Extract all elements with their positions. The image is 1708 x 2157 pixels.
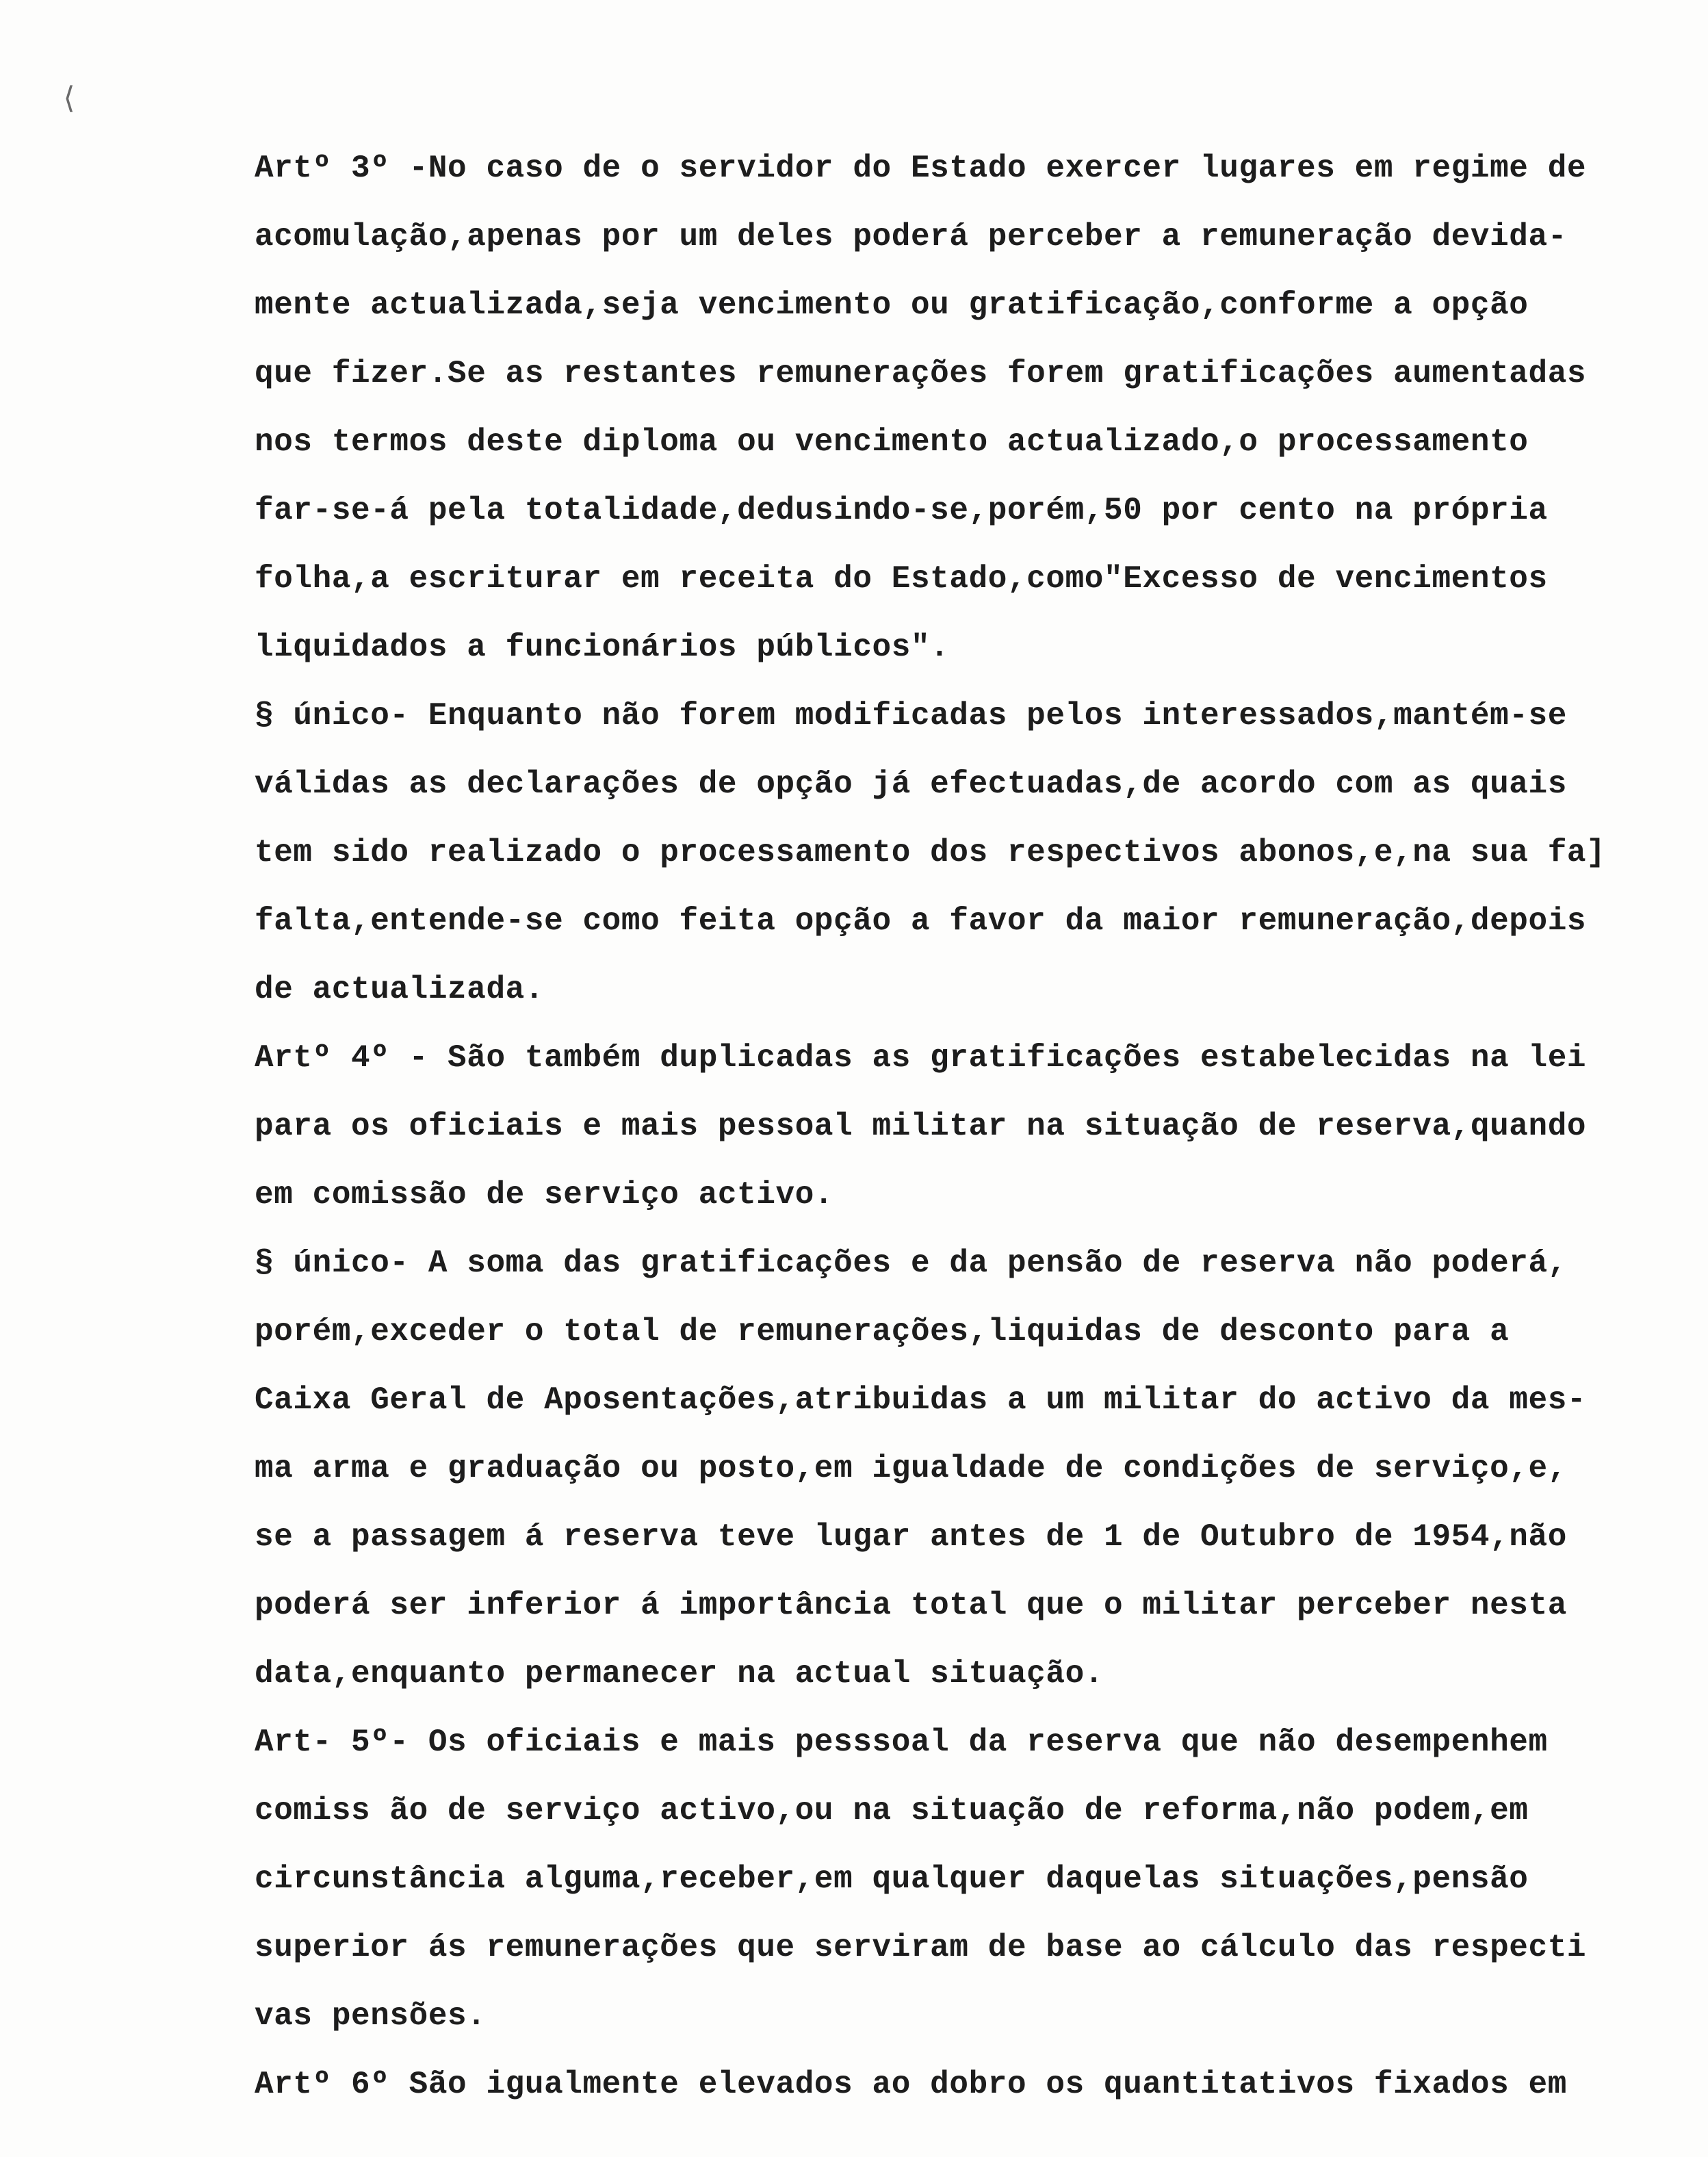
text-line: acomulação,apenas por um deles poderá perceber a remuneração devida- <box>255 219 1567 255</box>
text-line: far-se-á pela totalidade,dedusindo-se,porém,50 por cento na própria <box>255 493 1548 528</box>
text-line: porém,exceder o total de remunerações,liquidas de desconto para a <box>255 1314 1510 1349</box>
text-line: para os oficiais e mais pessoal militar na situação de reserva,quando <box>255 1109 1587 1144</box>
text-line: Caixa Geral de Aposentações,atribuidas a um militar do activo da mes- <box>255 1382 1587 1418</box>
pencil-mark: ⟨ <box>60 81 79 116</box>
text-line: nos termos deste diploma ou vencimento actualizado,o processamento <box>255 424 1529 460</box>
text-line: § único- A soma das gratificações e da pensão de reserva não poderá, <box>255 1245 1567 1281</box>
text-line: circunstância alguma,receber,em qualquer daquelas situações,pensão <box>255 1861 1529 1897</box>
text-line: falta,entende-se como feita opção a favor da maior remuneração,depois <box>255 903 1587 939</box>
text-line: § único- Enquanto não forem modificadas pelos interessados,mantém-se <box>255 698 1567 734</box>
text-line: Artº 4º - São também duplicadas as gratificações estabelecidas na lei <box>255 1040 1587 1076</box>
text-line: em comissão de serviço activo. <box>255 1177 834 1213</box>
text-line: poderá ser inferior á importância total que o militar perceber nesta <box>255 1588 1567 1623</box>
text-line: que fizer.Se as restantes remunerações forem gratificações aumentadas <box>255 356 1587 391</box>
text-line: comiss ão de serviço activo,ou na situação de reforma,não podem,em <box>255 1793 1529 1829</box>
text-line: data,enquanto permanecer na actual situação. <box>255 1656 1104 1692</box>
text-line: mente actualizada,seja vencimento ou gratificação,conforme a opção <box>255 287 1529 323</box>
text-line: vas pensões. <box>255 1998 487 2034</box>
text-line: tem sido realizado o processamento dos respectivos abonos,e,na sua fa] <box>255 835 1606 870</box>
text-line: Artº 3º -No caso de o servidor do Estado exercer lugares em regime de <box>255 151 1587 186</box>
text-line: Art- 5º- Os oficiais e mais pesssoal da reserva que não desempenhem <box>255 1725 1548 1760</box>
text-line: se a passagem á reserva teve lugar antes de 1 de Outubro de 1954,não <box>255 1519 1567 1555</box>
text-line: superior ás remunerações que serviram de base ao cálculo das respecti <box>255 1930 1587 1965</box>
text-line: de actualizada. <box>255 972 545 1007</box>
text-line: folha,a escriturar em receita do Estado,como"Excesso de vencimentos <box>255 561 1548 597</box>
typewritten-text <box>255 134 1678 2119</box>
text-line: ma arma e graduação ou posto,em igualdade de condições de serviço,e, <box>255 1451 1567 1486</box>
text-line: Artº 6º São igualmente elevados ao dobro os quantitativos fixados em <box>255 2067 1567 2102</box>
text-line: válidas as declarações de opção já efectuadas,de acordo com as quais <box>255 766 1567 802</box>
text-line: liquidados a funcionários públicos". <box>255 630 950 665</box>
